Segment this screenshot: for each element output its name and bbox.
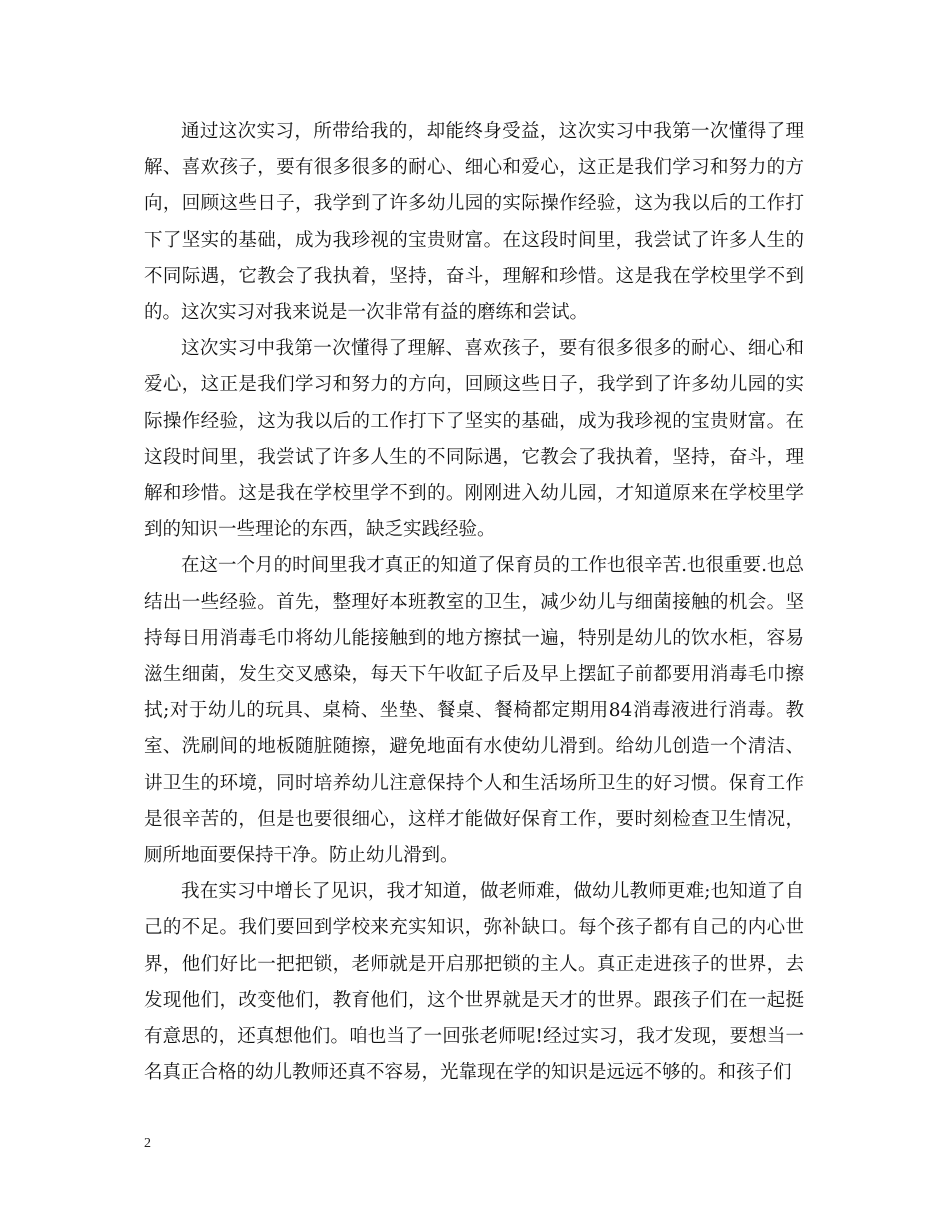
page-number: 2 [144,1136,151,1151]
paragraph-1: 通过这次实习，所带给我的，却能终身受益，这次实习中我第一次懂得了理解、喜欢孩子，要有很多很多的耐心、细心和爱心，这正是我们学习和努力的方向，回顾这些日子，我学到了许多幼儿园的实际操作经验，这为我以后的工作打下了坚实的基础，成为我珍视的宝贵财富。在这段时间里，我尝试了许多人生的不同际遇，它教会了我执着，坚持，奋斗，理解和珍惜。这是我在学校里学不到的。这次实习对我来说是一次非常有益的磨练和尝试。 [144,121,804,324]
paragraph-4: 我在实习中增长了见识，我才知道，做老师难，做幼儿教师更难;也知道了自己的不足。我们要回到学校来充实知识，弥补缺口。每个孩子都有自己的内心世界，他们好比一把把锁，老师就是开启那把锁的主人。真正走进孩子的世界，去发现他们，改变他们，教育他们，这个世界就是天才的世界。跟孩子们在一起挺有意思的，还真想他们。咱也当了一回张老师呢!经过实习，我才发现，要想当一名真正合格的幼儿教师还真不容易，光靠现在学的知识是远远不够的。和孩子们 [144,881,804,1084]
paragraph-3: 在这一个月的时间里我才真正的知道了保育员的工作也很辛苦.也很重要.也总结出一些经验。首先，整理好本班教室的卫生，减少幼儿与细菌接触的机会。坚持每日用消毒毛巾将幼儿能接触到的地方擦拭一遍，特别是幼儿的饮水柜，容易滋生细菌，发生交叉感染，每天下午收缸子后及早上摆缸子前都要用消毒毛巾擦拭;对于幼儿的玩具、桌椅、坐垫、餐桌、餐椅都定期用84消毒液进行消毒。教室、洗刷间的地板随脏随擦，避免地面有水使幼儿滑到。给幼儿创造一个清洁、讲卫生的环境，同时培养幼儿注意保持个人和生活场所卫生的好习惯。保育工作是很辛苦的，但是也要很细心，这样才能做好保育工作，要时刻检查卫生情况，厕所地面要保持干净。防止幼儿滑到。 [144,555,804,867]
body-text [144,114,804,1091]
paragraph-2: 这次实习中我第一次懂得了理解、喜欢孩子，要有很多很多的耐心、细心和爱心，这正是我们学习和努力的方向，回顾这些日子，我学到了许多幼儿园的实际操作经验，这为我以后的工作打下了坚实的基础，成为我珍视的宝贵财富。在这段时间里，我尝试了许多人生的不同际遇，它教会了我执着，坚持，奋斗，理解和珍惜。这是我在学校里学不到的。刚刚进入幼儿园，才知道原来在学校里学到的知识一些理论的东西，缺乏实践经验。 [144,338,804,541]
